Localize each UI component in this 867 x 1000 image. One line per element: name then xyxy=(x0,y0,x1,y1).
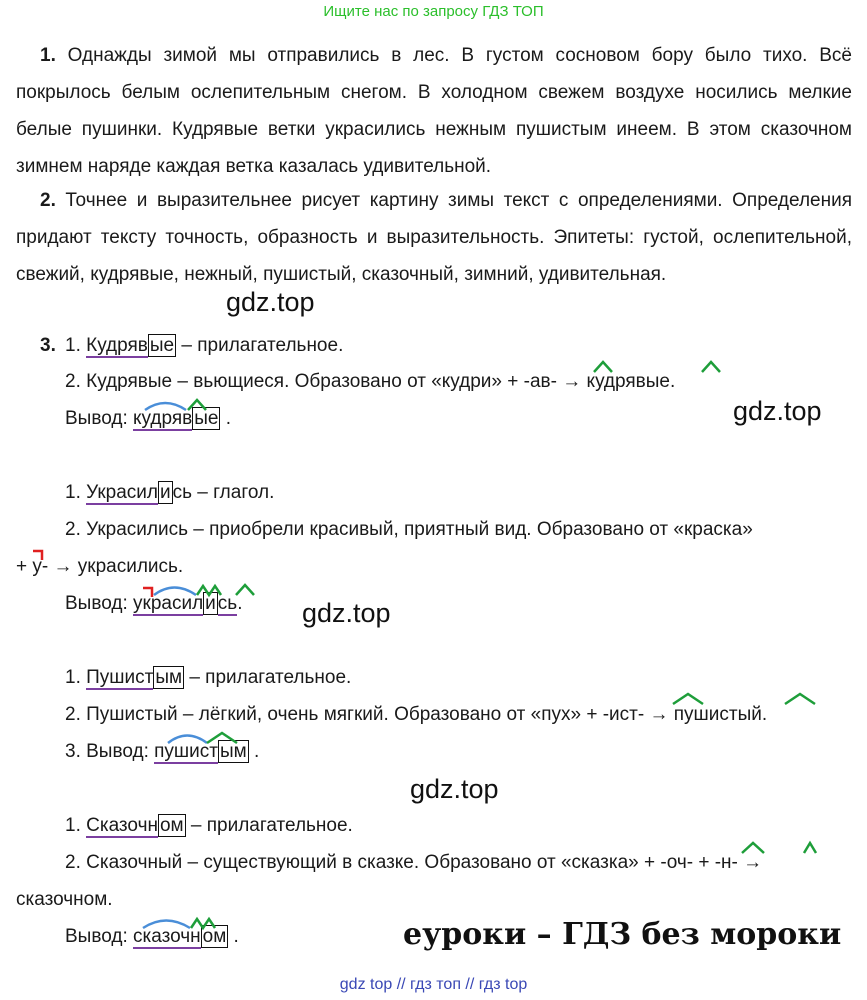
paragraph-1 xyxy=(16,37,852,185)
line-text: → кудрявые. xyxy=(556,371,676,392)
suffix-mark xyxy=(804,843,816,853)
word-stem: Украсил xyxy=(86,482,158,503)
paragraph-text: Точнее и выразительнее рисует картину зимы текст с определениями. Определения придают тексту точность, образность и выразительность. Эпитеты: густой, ослепительной, свежий, кудрявые, нежный, пушистый, сказочный, зимний, удивительная. xyxy=(16,190,852,285)
word-ending: и xyxy=(205,593,216,614)
watermark: gdz.top xyxy=(302,598,391,628)
analysis-line xyxy=(65,667,351,689)
item-number: 1. xyxy=(40,45,56,66)
line-text: – прилагательное. xyxy=(184,667,352,688)
analysis-line xyxy=(65,815,353,837)
line-text: – прилагательное. xyxy=(176,335,344,356)
line-prefix: 1. xyxy=(65,482,87,503)
word-ending: ым xyxy=(220,741,247,762)
line-prefix: 3. Вывод: xyxy=(65,741,155,762)
analysis-line xyxy=(65,371,675,393)
item-number: 3. xyxy=(40,335,56,356)
search-hint: Ищите нас по запросу ГДЗ ТОП xyxy=(323,3,544,20)
suffix-mark xyxy=(785,694,815,704)
word-stem: Пушист xyxy=(86,667,154,688)
line-prefix: Вывод: xyxy=(65,926,134,947)
line-text: . xyxy=(237,593,243,614)
line-text: сь – глагол. xyxy=(172,482,275,503)
watermark: gdz.top xyxy=(733,396,822,426)
word-ending: и xyxy=(160,482,171,503)
analysis-line xyxy=(65,926,239,948)
suffix-text: -ав- xyxy=(523,371,557,392)
line-text: – прилагательное. xyxy=(185,815,353,836)
analysis-line: 2. Украсились – приобрели красивый, приятный вид. Образовано от «краска» xyxy=(65,519,753,540)
word-stem: Кудряв xyxy=(86,335,148,356)
line-text: . xyxy=(228,926,239,947)
line-text: . xyxy=(248,741,260,762)
word-ending: ым xyxy=(155,667,183,688)
analysis-line xyxy=(65,408,231,430)
paragraph-2 xyxy=(16,182,852,293)
postfix-text: сь xyxy=(217,593,238,614)
analysis-line xyxy=(65,741,259,763)
item-number: 2. xyxy=(40,190,56,211)
line-prefix: 1. xyxy=(65,667,87,688)
line-prefix: Вывод: xyxy=(65,408,134,429)
word-stem: украсил xyxy=(133,593,204,614)
brand-slogan: еуроки – ГДЗ без мороки xyxy=(403,917,842,952)
footer-links: gdz top // гдз топ // гдз top xyxy=(339,976,528,993)
line-prefix: 1. xyxy=(65,815,87,836)
paragraph-text: Однажды зимой мы отправились в лес. В густом сосновом бору было тихо. Всё покрылось белым ослепительным снегом. В холодном свежем воздухе носились мелкие белые пушинки. Кудрявые ветки украсились нежным пушистым инеем. В этом сказочном зимнем наряде каждая ветка казалась удивительной. xyxy=(16,45,852,177)
word-ending: ые xyxy=(149,335,175,356)
analysis-line: сказочном. xyxy=(16,889,113,910)
suffix-mark xyxy=(702,362,720,372)
analysis-line xyxy=(65,593,242,615)
watermark: gdz.top xyxy=(226,287,315,317)
line-prefix: 1. xyxy=(65,335,87,356)
line-text: 2. Кудрявые – вьющиеся. Образовано от «кудри» + xyxy=(65,371,524,392)
word-ending: ом xyxy=(202,926,227,947)
word-stem: Сказочн xyxy=(86,815,158,836)
analysis-line xyxy=(65,482,274,504)
analysis-line xyxy=(65,335,343,357)
word-ending: ые xyxy=(194,408,219,429)
suffix-mark xyxy=(673,694,703,704)
word-stem: кудряв xyxy=(133,408,193,429)
watermark: gdz.top xyxy=(410,774,499,804)
word-ending: ом xyxy=(159,815,184,836)
line-text: . xyxy=(220,408,232,429)
word-stem: сказочн xyxy=(133,926,201,947)
analysis-line: + у- → украсились. xyxy=(16,556,184,577)
analysis-line: 2. Сказочный – существующий в сказке. Образовано от «сказка» + -оч- + -н- → xyxy=(65,852,763,873)
word-stem: пушист xyxy=(154,741,218,762)
line-prefix: Вывод: xyxy=(65,593,134,614)
analysis-line: 2. Пушистый – лёгкий, очень мягкий. Образовано от «пух» + -ист- → пушистый. xyxy=(65,704,768,725)
